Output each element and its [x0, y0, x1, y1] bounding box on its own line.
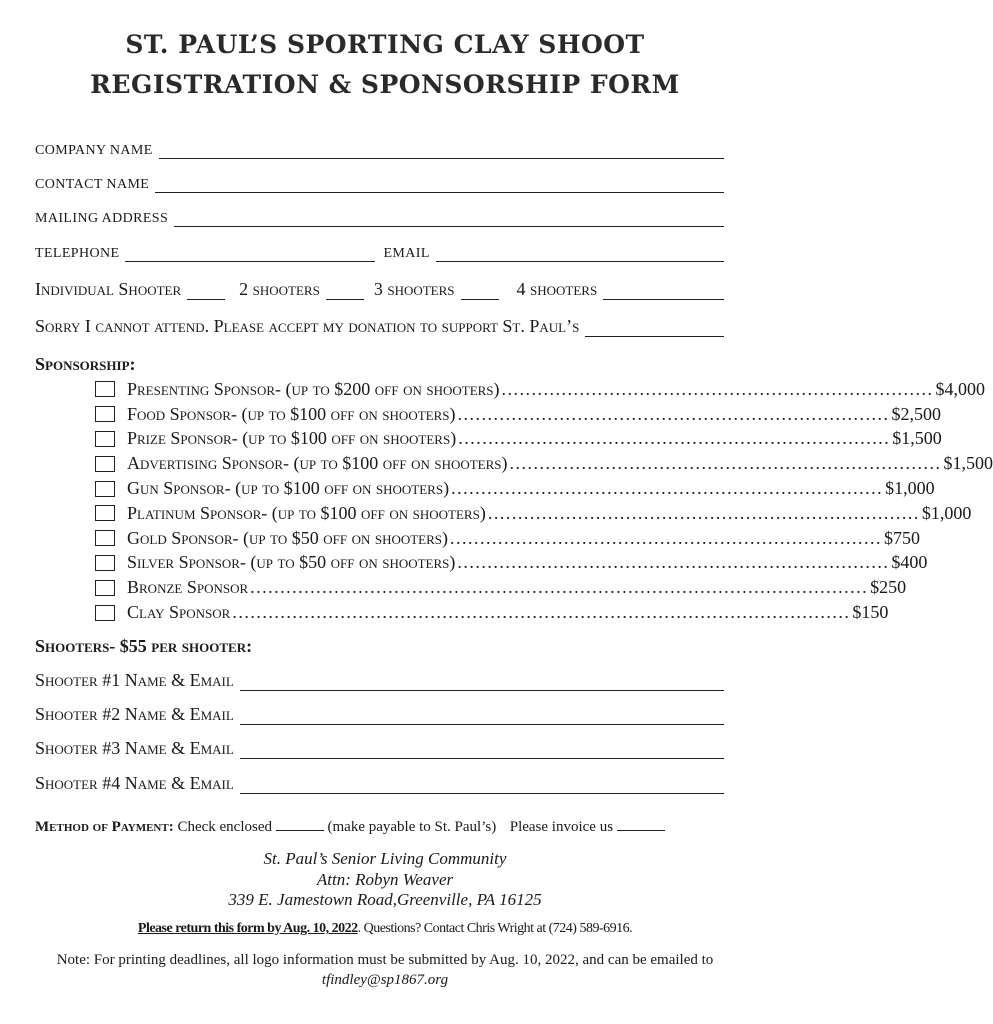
sponsor-name: Presenting Sponsor- (up to $200 off on shooters) [127, 378, 500, 399]
telephone-field[interactable] [125, 245, 375, 262]
address-line2: Attn: Robyn Weaver [316, 869, 454, 889]
mailing-address-label: MAILING ADDRESS [35, 211, 169, 226]
contact-name-label: CONTACT NAME [35, 177, 150, 192]
return-deadline: Please return this form by Aug. 10, 2022 [137, 921, 358, 936]
leader-dots: ....................................................................................................... [232, 602, 851, 623]
two-shooters-label: 2 shooters [239, 279, 320, 299]
sponsor-option[interactable] [95, 427, 942, 452]
telephone-label: TELEPHONE [35, 246, 120, 261]
shooter-4-row [35, 773, 724, 794]
shooter-2-field[interactable] [240, 708, 724, 725]
company-name-field[interactable] [159, 142, 724, 159]
sponsor-name: Platinum Sponsor- (up to $100 off on shooters) [127, 502, 486, 523]
sponsor-price: $250 [870, 577, 907, 598]
address-line1: St. Paul’s Senior Living Community [263, 849, 507, 868]
shooter-2-label: Shooter #2 Name & Email [35, 704, 234, 724]
leader-dots: ........................................................................ [450, 527, 883, 548]
sponsor-price: $150 [852, 602, 889, 623]
sponsor-name: Food Sponsor- (up to $100 off on shooters) [127, 403, 456, 424]
return-instructions [0, 921, 770, 937]
three-shooters-blank[interactable] [461, 283, 499, 300]
leader-dots: ........................................................................ [457, 403, 890, 424]
four-shooters-label: 4 shooters [516, 279, 598, 299]
sponsor-price: $4,000 [935, 378, 986, 399]
sponsor-name: Gun Sponsor- (up to $100 off on shooters) [127, 478, 450, 499]
sponsor-price: $1,500 [892, 428, 942, 449]
shooter-3-row [35, 738, 724, 759]
note-text: Note: For printing deadlines, all logo information must be submitted by Aug. 10, 2022, and can be emailed to [56, 952, 714, 968]
shooter-4-label: Shooter #4 Name & Email [35, 773, 234, 793]
sponsor-option[interactable] [95, 402, 941, 427]
sponsor-checkbox[interactable] [95, 456, 115, 472]
four-shooters-blank[interactable] [603, 283, 724, 300]
sponsor-option[interactable] [95, 451, 993, 476]
sponsor-checkbox[interactable] [95, 555, 115, 571]
form-title-line2: REGISTRATION & SPONSORSHIP FORM [90, 70, 680, 99]
contact-name-row [35, 176, 724, 193]
contact-name-field[interactable] [155, 176, 724, 193]
donation-row [35, 316, 724, 337]
leader-dots: ........................................................................ [487, 502, 920, 523]
sponsor-name: Advertising Sponsor- (up to $100 off on shooters) [127, 453, 508, 474]
leader-dots: ........................................................................ [509, 453, 942, 474]
mailing-address-block [0, 849, 770, 911]
check-enclosed-blank[interactable] [276, 816, 324, 831]
shooter-3-field[interactable] [240, 742, 724, 759]
two-shooters-blank[interactable] [326, 283, 364, 300]
shooter-1-row [35, 670, 724, 691]
company-name-label: COMPANY NAME [35, 143, 153, 158]
sponsor-option[interactable] [95, 575, 907, 600]
sponsor-price: $2,500 [891, 403, 941, 424]
sponsor-name: Clay Sponsor [127, 602, 231, 623]
check-enclosed-label: Check enclosed [177, 819, 273, 835]
sponsor-price: $1,500 [943, 453, 993, 474]
shooters-heading: Shooters- $55 per shooter: [35, 636, 253, 656]
shooter-2-row [35, 704, 724, 725]
leader-dots: ........................................................................ [457, 552, 890, 573]
invoice-blank[interactable] [617, 816, 665, 831]
contact-info: . Questions? Contact Chris Wright at (724) 589-6916. [357, 921, 633, 936]
payment-row [35, 816, 665, 836]
contact-email-link[interactable]: tfindley@sp1867.org [321, 972, 449, 988]
sponsor-checkbox[interactable] [95, 580, 115, 596]
invoice-label: Please invoice us [509, 819, 614, 835]
sponsor-name: Gold Sponsor- (up to $50 off on shooters) [127, 527, 449, 548]
printing-note [50, 950, 720, 990]
mailing-address-field[interactable] [174, 210, 724, 227]
sponsor-price: $1,000 [921, 502, 972, 523]
three-shooters-label: 3 shooters [373, 279, 455, 299]
sponsor-option[interactable] [95, 501, 972, 526]
shooter-1-label: Shooter #1 Name & Email [35, 670, 234, 690]
telephone-email-row [35, 245, 724, 262]
leader-dots: ........................................................................ [458, 428, 891, 449]
mailing-address-row [35, 210, 724, 227]
sponsor-checkbox[interactable] [95, 481, 115, 497]
payable-note: (make payable to St. Paul’s) [327, 819, 497, 835]
leader-dots: ........................................................................ [501, 378, 934, 399]
sponsor-option[interactable] [95, 526, 921, 551]
leader-dots: ........................................................................ [451, 478, 884, 499]
shooter-4-field[interactable] [240, 777, 724, 794]
sponsorship-heading: Sponsorship: [35, 354, 136, 374]
donation-blank[interactable] [585, 320, 724, 337]
shooter-3-label: Shooter #3 Name & Email [35, 738, 234, 758]
email-label: EMAIL [383, 246, 430, 261]
sponsor-option[interactable] [95, 476, 935, 501]
form-title-line1: ST. PAUL’S SPORTING CLAY SHOOT [125, 30, 645, 59]
address-line3: 339 E. Jamestown Road,Greenville, PA 16125 [228, 890, 542, 909]
sponsor-checkbox[interactable] [95, 431, 115, 447]
sponsor-name: Bronze Sponsor [127, 577, 249, 598]
sponsor-checkbox[interactable] [95, 381, 115, 397]
donation-label: Sorry I cannot attend. Please accept my donation to support St. Paul’s [35, 316, 580, 336]
sponsor-price: $1,000 [885, 478, 935, 499]
sponsor-checkbox[interactable] [95, 530, 115, 546]
company-name-row [35, 142, 724, 159]
sponsor-name: Prize Sponsor- (up to $100 off on shooters) [127, 428, 457, 449]
individual-shooter-label: Individual Shooter [35, 279, 182, 299]
sponsor-option[interactable] [95, 377, 986, 402]
sponsor-checkbox[interactable] [95, 505, 115, 521]
sponsor-price: $750 [884, 527, 921, 548]
individual-shooter-blank[interactable] [187, 283, 225, 300]
payment-label: Method of Payment: [35, 819, 174, 835]
sponsor-checkbox[interactable] [95, 605, 115, 621]
sponsorship-list [95, 377, 993, 625]
email-field[interactable] [436, 245, 724, 262]
sponsor-price: $400 [891, 552, 928, 573]
sponsor-checkbox[interactable] [95, 406, 115, 422]
shooter-count-row [35, 279, 724, 300]
shooter-1-field[interactable] [240, 674, 724, 691]
sponsor-option[interactable] [95, 551, 928, 576]
sponsor-option[interactable] [95, 600, 889, 625]
leader-dots: ....................................................................................................... [250, 577, 869, 598]
sponsor-name: Silver Sponsor- (up to $50 off on shooters) [127, 552, 456, 573]
